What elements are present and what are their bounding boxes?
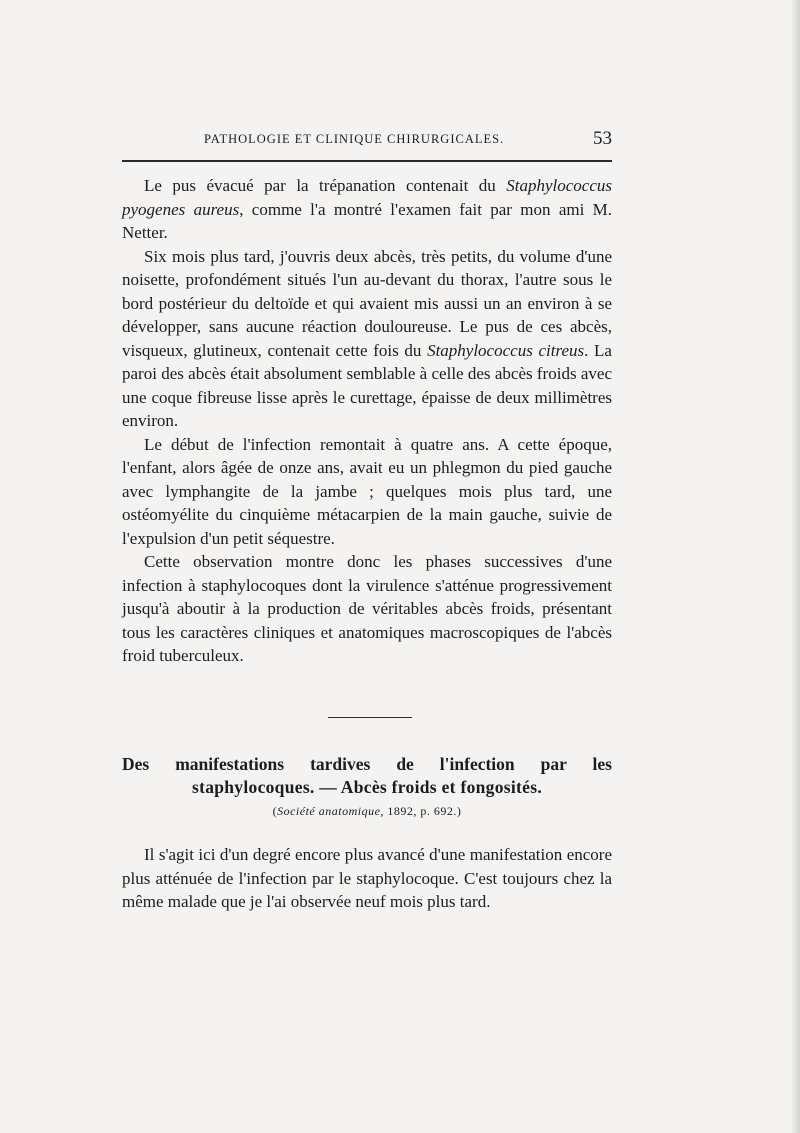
running-title: PATHOLOGIE ET CLINIQUE CHIRURGICALES. — [204, 132, 505, 146]
closing-text — [122, 843, 612, 914]
body-text — [122, 174, 612, 668]
paragraph-3: Le début de l'infection remontait à quatre ans. A cette époque, l'enfant, alors âgée de onze ans, avait eu un phlegmon du pied gauche avec lymphangite de la jambe ; quelques mois plus tard, une ostéomyélite du cinquième métacarpien de la main gauche, suivie de l'expulsion d'un petit séquestre. — [122, 434, 612, 548]
section-heading — [122, 753, 612, 799]
page-edge-shadow — [792, 0, 800, 1133]
header-rule — [122, 160, 612, 162]
running-header — [122, 128, 612, 156]
ref-details: , 1892, p. 692.) — [380, 804, 462, 818]
ref-open: ( — [272, 804, 278, 818]
paragraph-1-text: Le pus évacué par la trépanation contenait du — [144, 176, 507, 195]
paragraph-1-text-end: , comme l'a montré l'examen fait par mon ami M. Netter. — [122, 199, 613, 242]
paragraph-2-text: Six mois plus tard, j'ouvris deux abcès, très petits, du volume d'une noisette, profondément situés l'un au-devant du thorax, l'autre sous le bord postérieur du deltoïde et qui avaient mis aussi un an environ à se développer, sans aucune réaction douloureuse. Le pus de ces abcès, visqueux, glutineux, contenait cette fois du — [122, 246, 612, 360]
paragraph-4: Cette observation montre donc les phases successives d'une infection à staphylocoques dont la virulence s'atténue progressivement jusqu'à aboutir à la production de véritables abcès froids, présentant tous les caractères cliniques et anatomiques macroscopiques de l'abcès froid tuberculeux. — [122, 552, 612, 665]
paragraph-1 — [122, 174, 612, 245]
species-name: Staphylococcus pyogenes aureus — [122, 176, 612, 219]
section-heading-line-1: Des manifestations tardives de l'infection par les — [122, 754, 612, 774]
page-number: 53 — [593, 128, 612, 149]
paragraph-2-text-end: . La paroi des abcès était absolument semblable à celle des abcès froids avec une coque fibreuse lisse après le curettage, épaisse de deux millimètres environ. — [122, 340, 612, 430]
species-name: Staphylococcus citreus — [427, 340, 585, 360]
ref-journal: Société anatomique — [277, 804, 381, 818]
paragraph-2 — [122, 245, 612, 433]
section-heading-line-2: staphylocoques. — Abcès froids et fongosités. — [191, 777, 543, 797]
section-separator — [328, 717, 412, 718]
closing-paragraph: Il s'agit ici d'un degré encore plus avancé d'une manifestation encore plus atténuée de l'infection par le staphylocoque. C'est toujours chez la même malade que je l'ai observée neuf mois plus tard. — [122, 845, 612, 911]
source-reference — [122, 804, 612, 819]
